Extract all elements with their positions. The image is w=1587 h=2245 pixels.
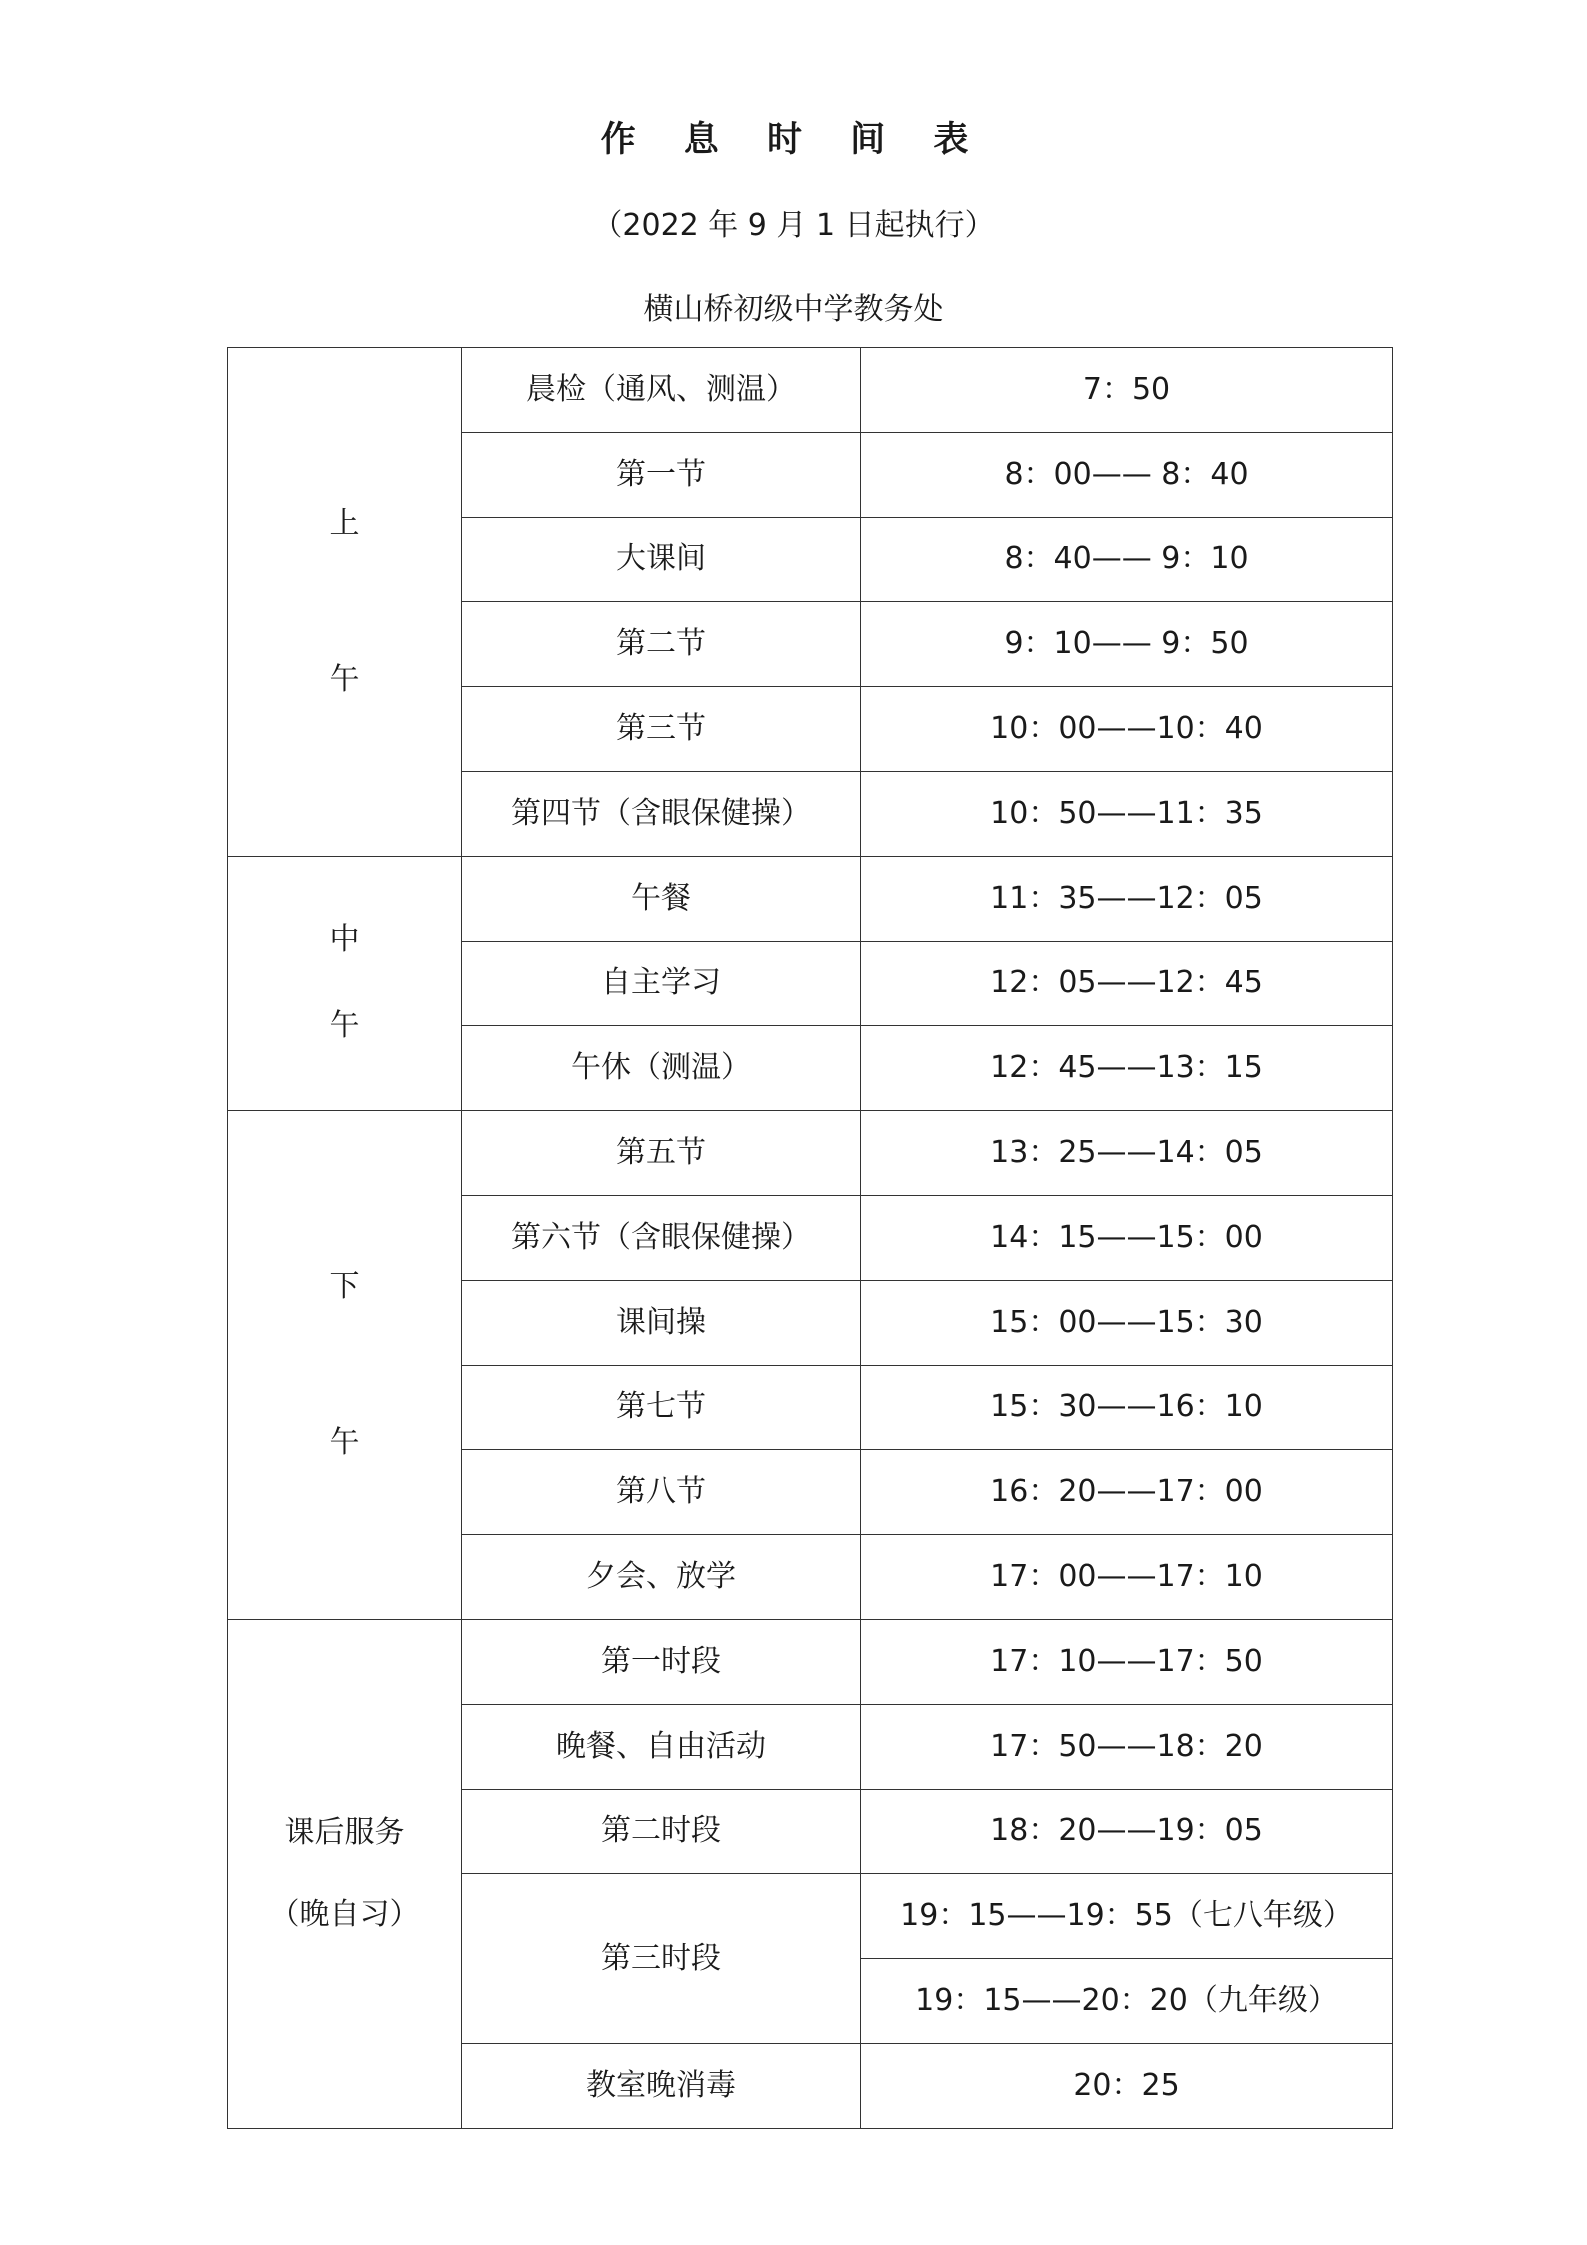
activity-cell: 第三节: [462, 687, 861, 772]
department-name: 横山桥初级中学教务处: [643, 292, 944, 327]
activity-cell: 晚餐、自由活动: [462, 1704, 861, 1789]
time-cell: 15：00——15：30: [861, 1280, 1393, 1365]
time-cell: 11：35——12：05: [861, 856, 1393, 941]
table-row: [228, 348, 1393, 433]
activity-cell: 第五节: [462, 1111, 861, 1196]
segment-noon: [228, 856, 462, 1110]
activity-cell: 午休（测温）: [462, 1026, 861, 1111]
effective-date: （2022 年 9 月 1 日起执行）: [592, 208, 995, 243]
table-row: [228, 1619, 1393, 1704]
activity-cell: 第二节: [462, 602, 861, 687]
table-row: [228, 856, 1393, 941]
time-cell: 17：50——18：20: [861, 1704, 1393, 1789]
time-cell: 8：40—— 9：10: [861, 517, 1393, 602]
time-cell: 12：05——12：45: [861, 941, 1393, 1026]
time-cell: 18：20——19：05: [861, 1789, 1393, 1874]
time-cell: 20：25: [861, 2043, 1393, 2128]
segment-after-school: [228, 1619, 462, 2128]
time-cell: 10：00——10：40: [861, 687, 1393, 772]
segment-afternoon: [228, 1111, 462, 1620]
time-cell: 19：15——20：20（九年级）: [861, 1959, 1393, 2044]
segment-morning: [228, 348, 462, 857]
segment-label: 下: [329, 1269, 360, 1305]
segment-label: 午: [329, 1425, 360, 1461]
time-cell: 10：50——11：35: [861, 771, 1393, 856]
time-cell: 17：00——17：10: [861, 1535, 1393, 1620]
segment-label: 午: [329, 661, 360, 697]
page-title: 作 息 时 间 表: [600, 120, 987, 160]
activity-cell: 夕会、放学: [462, 1535, 861, 1620]
activity-cell: 大课间: [462, 517, 861, 602]
activity-cell: 第一时段: [462, 1619, 861, 1704]
segment-label: 中: [329, 922, 360, 958]
segment-label: 课后服务: [284, 1814, 405, 1850]
time-cell: 17：10——17：50: [861, 1619, 1393, 1704]
segment-label: 午: [329, 1008, 360, 1044]
activity-cell: 晨检（通风、测温）: [462, 348, 861, 433]
activity-cell: 第三时段: [462, 1874, 861, 2044]
segment-label: （晚自习）: [269, 1896, 420, 1932]
activity-cell: 第二时段: [462, 1789, 861, 1874]
activity-cell: 自主学习: [462, 941, 861, 1026]
time-cell: 13：25——14：05: [861, 1111, 1393, 1196]
time-cell: 14：15——15：00: [861, 1195, 1393, 1280]
segment-label: 上: [329, 505, 360, 541]
time-cell: 7：50: [861, 348, 1393, 433]
table-row: [228, 1111, 1393, 1196]
activity-cell: 教室晚消毒: [462, 2043, 861, 2128]
activity-cell: 第七节: [462, 1365, 861, 1450]
activity-cell: 第六节（含眼保健操）: [462, 1195, 861, 1280]
activity-cell: 第一节: [462, 432, 861, 517]
activity-cell: 课间操: [462, 1280, 861, 1365]
time-cell: 15：30——16：10: [861, 1365, 1393, 1450]
time-cell: 8：00—— 8：40: [861, 432, 1393, 517]
time-cell: 12：45——13：15: [861, 1026, 1393, 1111]
activity-cell: 第四节（含眼保健操）: [462, 771, 861, 856]
activity-cell: 午餐: [462, 856, 861, 941]
schedule-table: [227, 347, 1393, 2129]
activity-cell: 第八节: [462, 1450, 861, 1535]
time-cell: 9：10—— 9：50: [861, 602, 1393, 687]
time-cell: 16：20——17：00: [861, 1450, 1393, 1535]
time-cell: 19：15——19：55（七八年级）: [861, 1874, 1393, 1959]
